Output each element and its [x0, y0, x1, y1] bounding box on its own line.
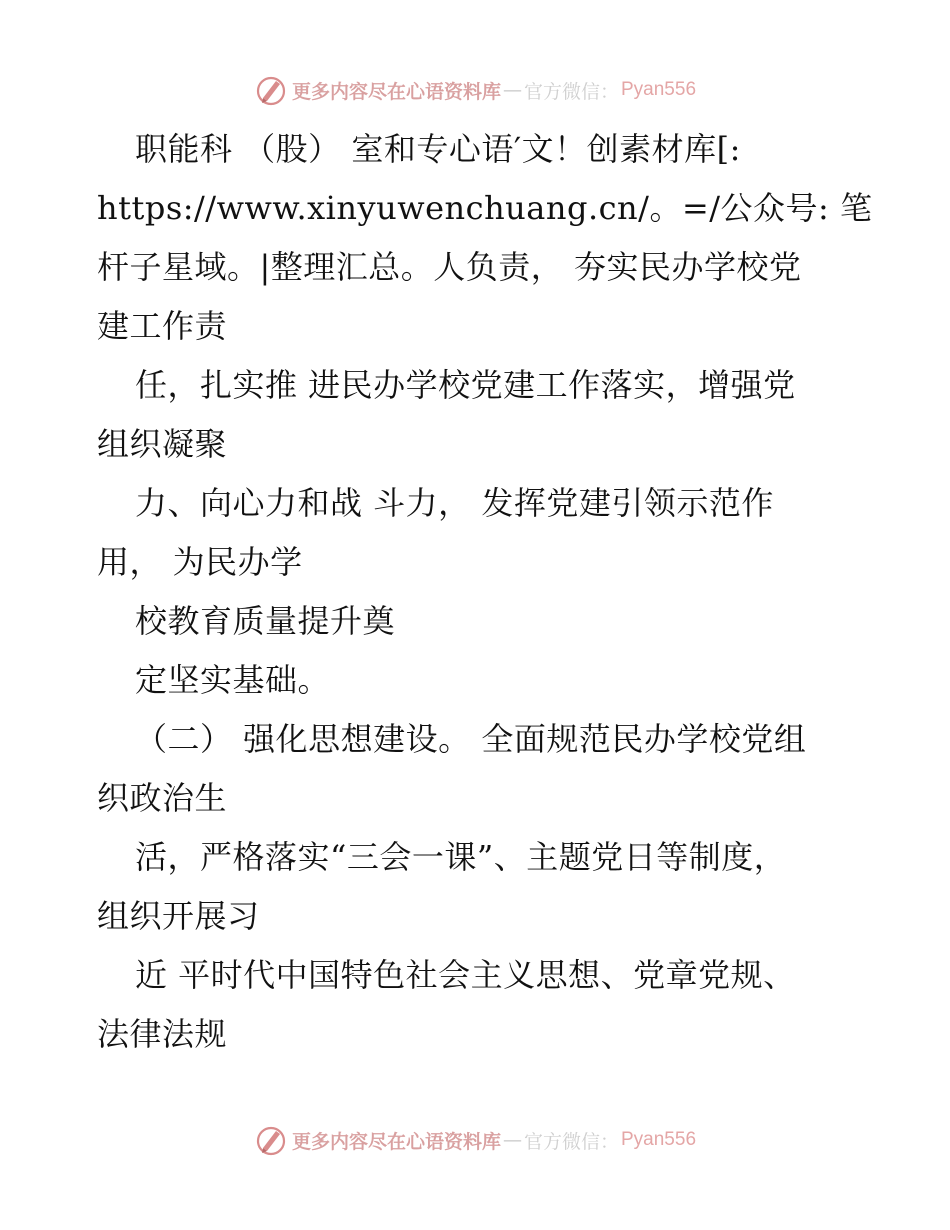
watermark-header	[0, 70, 950, 110]
watermark-suffix-text: 官方微信：	[523, 1130, 619, 1153]
text-line: 定坚实基础。	[135, 661, 331, 699]
watermark-separator: —	[502, 1129, 522, 1151]
text-line: 力、向心力和战 斗力， 发挥党建引领示范作	[135, 484, 774, 522]
watermark-footer	[0, 1120, 950, 1160]
text-line: 杆子星域。|整理汇总。人负责， 夯实民办学校党	[97, 248, 802, 286]
pen-nib-swirl-icon	[254, 73, 288, 107]
text-line: 校教育质量提升奠	[135, 602, 396, 640]
text-line: 组织凝聚	[97, 425, 228, 463]
text-line: 活，严格落实“三会一课”、主题党日等制度，	[135, 838, 787, 876]
watermark-main-text: 更多内容尽在心语资料库	[291, 80, 501, 103]
text-line: 职能科 （股） 室和专心语′文！创素材库[:	[135, 130, 741, 168]
text-line: 近 平时代中国特色社会主义思想、党章党规、	[135, 956, 796, 994]
text-line: 用， 为民办学	[97, 543, 303, 581]
watermark-separator: —	[502, 79, 522, 101]
watermark-suffix-text: 官方微信：	[523, 80, 619, 103]
watermark-wechat-id: Pyan556	[621, 79, 697, 100]
text-line: 法律法规	[97, 1015, 228, 1053]
document-body	[97, 120, 873, 1064]
watermark-main-text: 更多内容尽在心语资料库	[291, 1130, 501, 1153]
text-line: 任，扎实推 进民办学校党建工作落实，增强党	[135, 366, 796, 404]
text-line: 组织开展习	[97, 897, 260, 935]
watermark-wechat-id: Pyan556	[621, 1129, 697, 1150]
pen-nib-swirl-icon	[254, 1123, 288, 1157]
text-line: https://www.xinyuwenchuang.cn/。=/公众号: 笔	[97, 189, 873, 227]
text-line: 建工作责	[97, 307, 228, 345]
text-line: 织政治生	[97, 779, 228, 817]
section-heading-line: （二） 强化思想建设。 全面规范民办学校党组	[135, 720, 807, 758]
